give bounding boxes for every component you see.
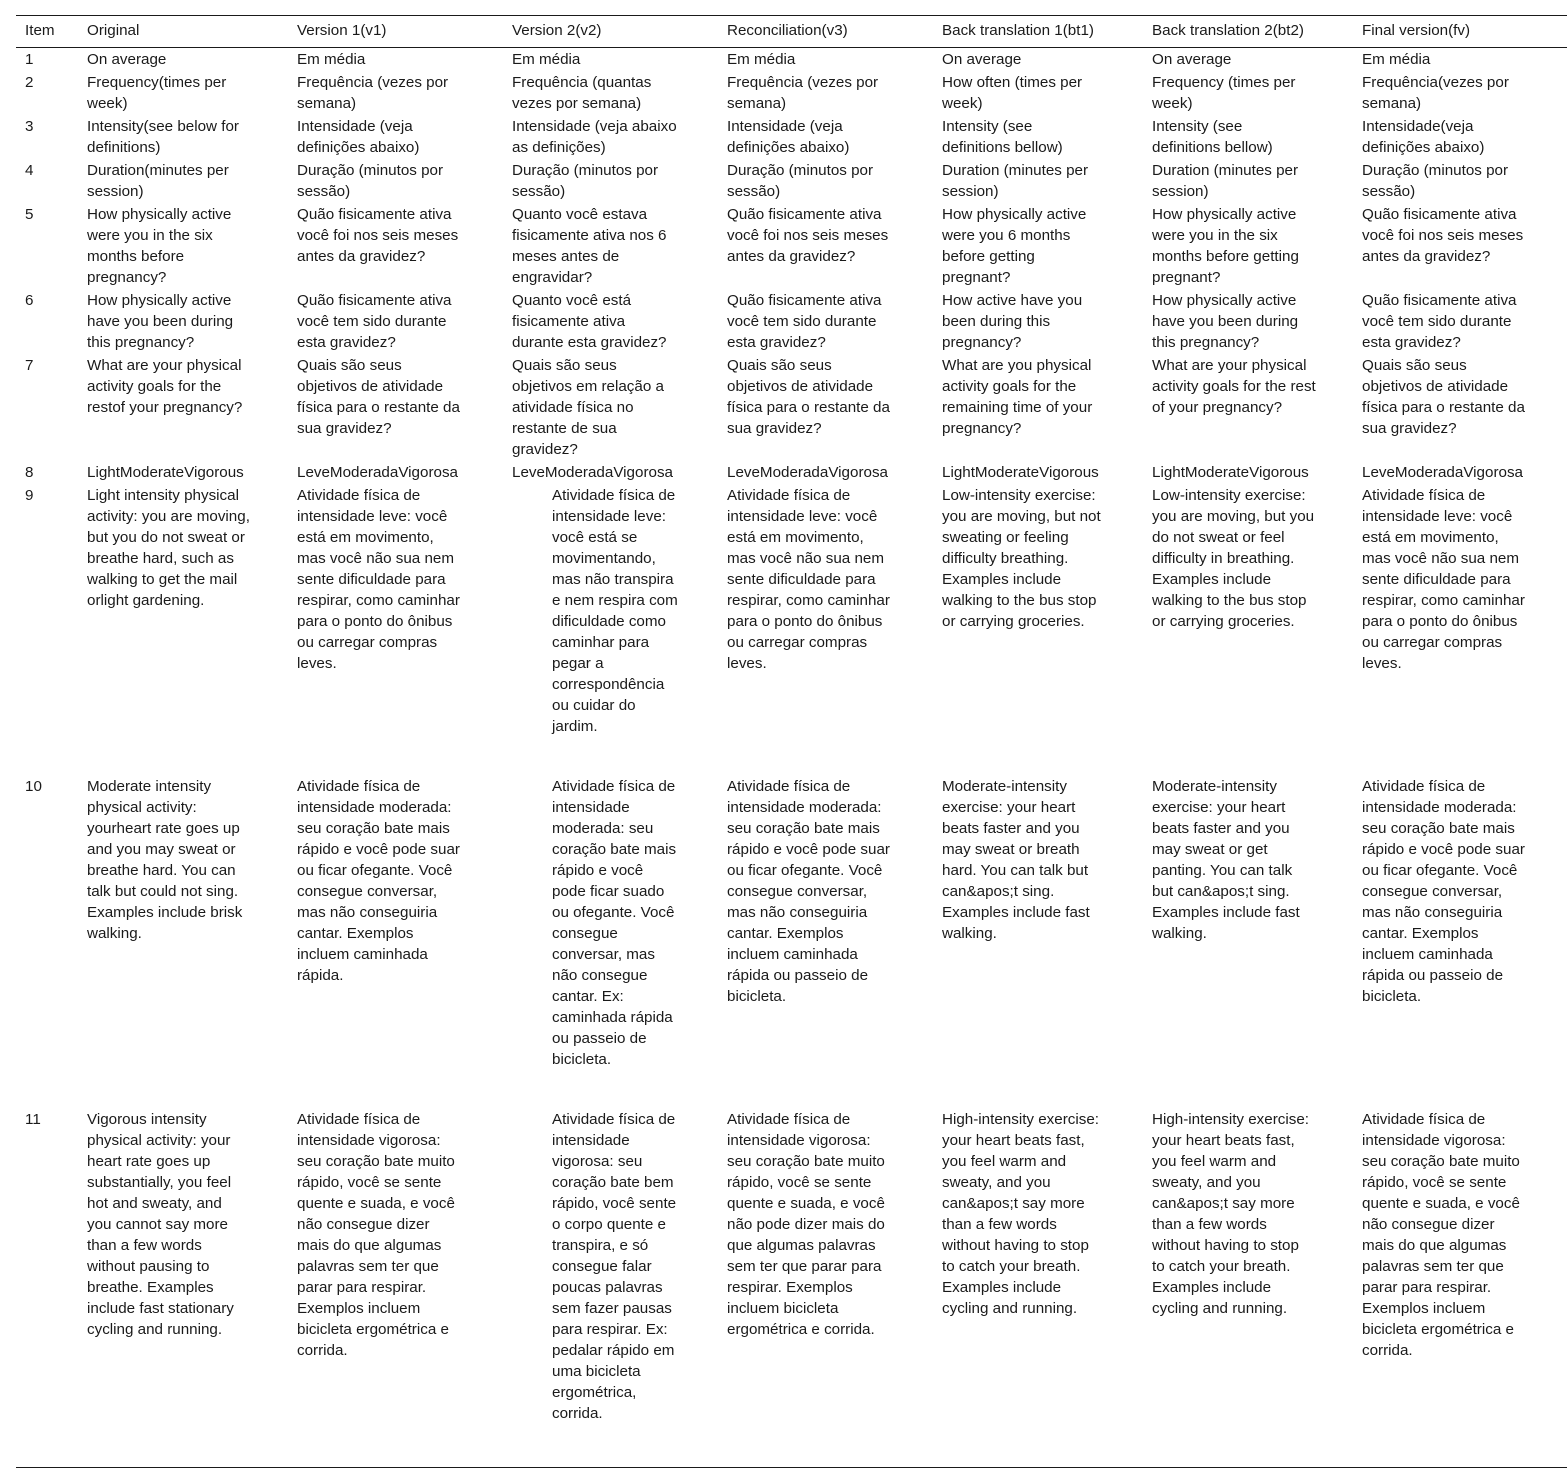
cell-v1: Atividade física de intensidade vigorosa: seu coração bate muito rápido, você se sente quente e suada, e você não consegue dizer mais do que algumas palavras sem ter que parar para respirar. Exemplos incluem bicicleta ergométrica e corrida. xyxy=(297,1111,455,1359)
cell-bt2: On average xyxy=(1152,51,1232,68)
cell-v1: Atividade física de intensidade leve: você está em movimento, mas você não sua nem sente dificuldade para respirar, como caminhar para o ponto do ônibus ou carregar compras leves. xyxy=(297,487,460,672)
cell-v3: Quão fisicamente ativa você foi nos seis meses antes da gravidez? xyxy=(727,206,889,265)
cell-v3: Atividade física de intensidade leve: você está em movimento, mas você não sua nem sente dificuldade para respirar, como caminhar para o ponto do ônibus ou carregar compras leves. xyxy=(727,487,890,672)
col-header-v1: Version 1(v1) xyxy=(297,22,387,39)
cell-v2: Quanto você está fisicamente ativa durante esta gravidez? xyxy=(512,292,667,351)
cell-original: What are your physical activity goals for the restof your pregnancy? xyxy=(87,357,243,416)
cell-bt1: Intensity (see definitions bellow) xyxy=(942,118,1063,156)
cell-item: 3 xyxy=(25,118,34,135)
cell-v2: Duração (minutos por sessão) xyxy=(512,162,659,200)
cell-fv: Atividade física de intensidade vigorosa: seu coração bate muito rápido, você se sente quente e suada, e você não consegue dizer mais do que algumas palavras sem ter que parar para respirar. Exemplos incluem bicicleta ergométrica e corrida. xyxy=(1362,1111,1520,1359)
cell-original: Light intensity physical activity: you are moving, but you do not sweat or breathe hard, such as walking to get the mail orlight gardening. xyxy=(87,487,250,609)
cell-bt1: On average xyxy=(942,51,1022,68)
cell-v1: Quão fisicamente ativa você foi nos seis meses antes da gravidez? xyxy=(297,206,459,265)
cell-fv: Atividade física de intensidade leve: você está em movimento, mas você não sua nem sente dificuldade para respirar, como caminhar para o ponto do ônibus ou carregar compras leves. xyxy=(1362,487,1525,672)
cell-fv: Quais são seus objetivos de atividade física para o restante da sua gravidez? xyxy=(1362,357,1525,437)
cell-v2: LeveModeradaVigorosa xyxy=(512,464,673,481)
cell-v2: Atividade física de intensidade vigorosa: seu coração bate bem rápido, você sente o corpo quente e transpira, e só consegue falar poucas palavras sem fazer pausas para respirar. Ex: pedalar rápido em uma bicicleta ergométrica, corrida. xyxy=(552,1111,677,1422)
cell-bt1: Low-intensity exercise: you are moving, but not sweating or feeling difficulty breathing. Examples include walking to the bus stop or carrying groceries. xyxy=(942,487,1101,630)
cell-bt2: How physically active have you been during this pregnancy? xyxy=(1152,292,1299,351)
cell-v3: LeveModeradaVigorosa xyxy=(727,464,888,481)
cell-v3: Quão fisicamente ativa você tem sido durante esta gravidez? xyxy=(727,292,882,351)
cell-item: 11 xyxy=(25,1111,41,1128)
cell-v3: Atividade física de intensidade vigorosa: seu coração bate muito rápido, você se sente quente e suada, e você não pode dizer mais do que algumas palavras sem ter que parar para respirar. Exemplos incluem bicicleta ergométrica e corrida. xyxy=(727,1111,885,1338)
cell-original: How physically active were you in the six months before pregnancy? xyxy=(87,206,232,286)
cell-v2: Em média xyxy=(512,51,581,68)
cell-item: 6 xyxy=(25,292,34,309)
cell-v1: Quais são seus objetivos de atividade física para o restante da sua gravidez? xyxy=(297,357,460,437)
cell-bt1: How often (times per week) xyxy=(942,74,1083,112)
cell-item: 5 xyxy=(25,206,34,223)
cell-bt2: Moderate-intensity exercise: your heart beats faster and you may sweat or get panting. You can talk but can&apos;t sing. Examples include fast walking. xyxy=(1152,778,1300,942)
col-header-item: Item xyxy=(25,22,55,39)
cell-v3: Em média xyxy=(727,51,796,68)
cell-bt1: What are you physical activity goals for the remaining time of your pregnancy? xyxy=(942,357,1093,437)
cell-original: Vigorous intensity physical activity: your heart rate goes up substantially, you feel hot and sweaty, and you cannot say more than a few words without pausing to breathe. Examples include fast stationary cycling and running. xyxy=(87,1111,234,1338)
table-header-rule xyxy=(16,47,1567,48)
col-header-v2: Version 2(v2) xyxy=(512,22,602,39)
table-bottom-rule xyxy=(16,1467,1567,1468)
cell-item: 4 xyxy=(25,162,34,179)
cell-item: 10 xyxy=(25,778,42,795)
cell-fv: Quão fisicamente ativa você foi nos seis meses antes da gravidez? xyxy=(1362,206,1524,265)
cell-fv: Atividade física de intensidade moderada: seu coração bate mais rápido e você pode suar ou ficar ofegante. Você consegue conversar, mas não conseguiria cantar. Exemplos incluem caminhada rápida ou passeio de bicicleta. xyxy=(1362,778,1525,1005)
cell-fv: LeveModeradaVigorosa xyxy=(1362,464,1523,481)
cell-v1: Duração (minutos por sessão) xyxy=(297,162,444,200)
col-header-v3: Reconciliation(v3) xyxy=(727,22,848,39)
cell-fv: Intensidade(veja definições abaixo) xyxy=(1362,118,1485,156)
cell-bt1: How active have you been during this pregnancy? xyxy=(942,292,1083,351)
table-top-rule xyxy=(16,15,1567,16)
cell-v2: Quais são seus objetivos em relação a atividade física no restante de sua gravidez? xyxy=(512,357,664,458)
cell-item: 7 xyxy=(25,357,34,374)
cell-v1: Quão fisicamente ativa você tem sido durante esta gravidez? xyxy=(297,292,452,351)
cell-v3: Intensidade (veja definições abaixo) xyxy=(727,118,850,156)
cell-bt1: How physically active were you 6 months before getting pregnant? xyxy=(942,206,1087,286)
cell-v1: Intensidade (veja definições abaixo) xyxy=(297,118,420,156)
col-header-fv: Final version(fv) xyxy=(1362,22,1471,39)
col-header-bt2: Back translation 2(bt2) xyxy=(1152,22,1304,39)
cell-original: Intensity(see below for definitions) xyxy=(87,118,239,156)
cell-v3: Frequência (vezes por semana) xyxy=(727,74,879,112)
cell-bt2: High-intensity exercise: your heart beats fast, you feel warm and sweaty, and you can&apos;t say more than a few words without having to stop to catch your breath. Examples include cycling and running. xyxy=(1152,1111,1309,1317)
cell-v1: Frequência (vezes por semana) xyxy=(297,74,449,112)
cell-bt2: Duration (minutes per session) xyxy=(1152,162,1299,200)
cell-bt1: Moderate-intensity exercise: your heart beats faster and you may sweat or breath hard. You can talk but can&apos;t sing. Examples include fast walking. xyxy=(942,778,1090,942)
cell-v2: Quanto você estava fisicamente ativa nos 6 meses antes de engravidar? xyxy=(512,206,667,286)
cell-v3: Duração (minutos por sessão) xyxy=(727,162,874,200)
cell-item: 8 xyxy=(25,464,34,481)
cell-v1: LeveModeradaVigorosa xyxy=(297,464,458,481)
cell-bt2: Low-intensity exercise: you are moving, but you do not sweat or feel difficulty in breathing. Examples include walking to the bus stop or carrying groceries. xyxy=(1152,487,1315,630)
cell-original: On average xyxy=(87,51,167,68)
col-header-bt1: Back translation 1(bt1) xyxy=(942,22,1094,39)
cell-original: LightModerateVigorous xyxy=(87,464,244,481)
cell-original: Moderate intensity physical activity: yourheart rate goes up and you may sweat or breathe hard. You can talk but could not sing. Examples include brisk walking. xyxy=(87,778,243,942)
cell-bt2: What are your physical activity goals for the rest of your pregnancy? xyxy=(1152,357,1316,416)
cell-bt2: Frequency (times per week) xyxy=(1152,74,1296,112)
cell-bt1: Duration (minutes per session) xyxy=(942,162,1089,200)
cell-bt2: Intensity (see definitions bellow) xyxy=(1152,118,1273,156)
cell-v1: Atividade física de intensidade moderada: seu coração bate mais rápido e você pode suar ou ficar ofegante. Você consegue conversar, mas não conseguiria cantar. Exemplos incluem caminhada rápida. xyxy=(297,778,460,984)
cell-item: 2 xyxy=(25,74,34,91)
cell-fv: Frequência(vezes por semana) xyxy=(1362,74,1509,112)
cell-bt1: LightModerateVigorous xyxy=(942,464,1099,481)
cell-v3: Quais são seus objetivos de atividade física para o restante da sua gravidez? xyxy=(727,357,890,437)
cell-fv: Em média xyxy=(1362,51,1431,68)
cell-v2: Atividade física de intensidade leve: você está se movimentando, mas não transpira e nem respira com dificuldade como caminhar para pegar a correspondência ou cuidar do jardim. xyxy=(552,487,678,735)
cell-v2: Intensidade (veja abaixo as definições) xyxy=(512,118,677,156)
cell-original: How physically active have you been during this pregnancy? xyxy=(87,292,234,351)
cell-original: Duration(minutes per session) xyxy=(87,162,229,200)
col-header-original: Original xyxy=(87,22,140,39)
cell-bt1: High-intensity exercise: your heart beats fast, you feel warm and sweaty, and you can&apos;t say more than a few words without having to stop to catch your breath. Examples include cycling and running. xyxy=(942,1111,1099,1317)
cell-original: Frequency(times per week) xyxy=(87,74,227,112)
cell-item: 9 xyxy=(25,487,34,504)
cell-bt2: LightModerateVigorous xyxy=(1152,464,1309,481)
cell-v1: Em média xyxy=(297,51,366,68)
cell-fv: Duração (minutos por sessão) xyxy=(1362,162,1509,200)
cell-v2: Atividade física de intensidade moderada: seu coração bate mais rápido e você pode ficar suado ou ofegante. Você consegue conversar, mas não consegue cantar. Ex: caminhada rápida ou passeio de bicicleta. xyxy=(552,778,677,1068)
cell-v3: Atividade física de intensidade moderada: seu coração bate mais rápido e você pode suar ou ficar ofegante. Você consegue conversar, mas não conseguiria cantar. Exemplos incluem caminhada rápida ou passeio de bicicleta. xyxy=(727,778,890,1005)
cell-v2: Frequência (quantas vezes por semana) xyxy=(512,74,652,112)
cell-bt2: How physically active were you in the six months before getting pregnant? xyxy=(1152,206,1299,286)
cell-fv: Quão fisicamente ativa você tem sido durante esta gravidez? xyxy=(1362,292,1517,351)
cell-item: 1 xyxy=(25,51,34,68)
